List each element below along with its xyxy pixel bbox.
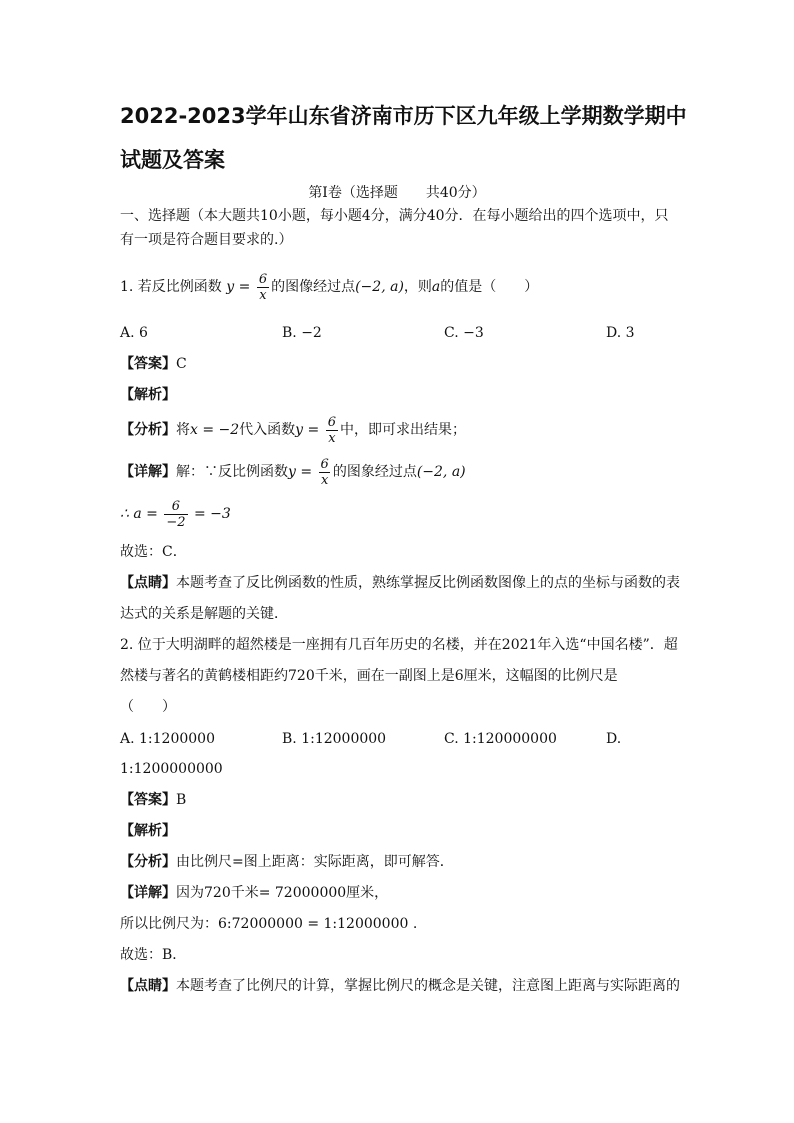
q1-fenxi-post: 中，即可求出结果； bbox=[340, 422, 466, 438]
q1-therefore-den: −2 bbox=[166, 514, 186, 530]
q2-answer-tag: 【答案】 bbox=[120, 792, 176, 808]
q1-option-a: A. 6 bbox=[120, 325, 148, 341]
q1-fenxi-fn: y = bbox=[295, 422, 320, 438]
q2-choose: 故选：B． bbox=[120, 947, 187, 963]
instructions-line1: 一、选择题（本大题共10小题，每小题4分，满分40分．在每小题给出的四个选项中，只 bbox=[120, 208, 669, 224]
q1-dianjing-tag: 【点睛】 bbox=[120, 575, 176, 591]
q2-analysis-tag: 【解析】 bbox=[120, 823, 176, 839]
q1-xiangjie-fraction-num: 6 bbox=[320, 456, 329, 472]
q1-fenxi-fraction-num: 6 bbox=[327, 414, 336, 430]
q1-answer-value: C bbox=[176, 356, 187, 372]
q1-xiangjie-tag: 【详解】 bbox=[120, 464, 176, 480]
q1-xiangjie-pre: 解：∵反比例函数 bbox=[176, 464, 288, 480]
q2-stem-line1: 2. 位于大明湖畔的超然楼是一座拥有几百年历史的名楼，并在2021年入选“中国名楼”．超 bbox=[120, 637, 678, 653]
q1-answer bbox=[120, 355, 187, 373]
q1-fn-lhs: y = bbox=[226, 279, 251, 295]
q1-xiangjie-fraction-den: x bbox=[321, 472, 329, 488]
q1-answer-tag: 【答案】 bbox=[120, 356, 176, 372]
q2-stem-line3: （ ） bbox=[120, 699, 176, 715]
q1-therefore-num: 6 bbox=[171, 498, 181, 514]
q1-therefore-pre: ∴ a = bbox=[120, 506, 158, 522]
q1-fraction bbox=[257, 272, 269, 303]
q2-option-d-value: 1:1200000000 bbox=[120, 761, 223, 777]
doc-title-line1: 2022-2023学年山东省济南市历下区九年级上学期数学期中 bbox=[120, 104, 687, 128]
q2-dianjing-text: 本题考查了比例尺的计算，掌握比例尺的概念是关键，注意图上距离与实际距离的 bbox=[176, 978, 680, 994]
q1-xiangjie-fraction bbox=[319, 457, 331, 488]
q2-xiangjie bbox=[120, 884, 388, 902]
q1-fenxi-sub: x = −2 bbox=[190, 422, 240, 438]
q1-analysis-tag: 【解析】 bbox=[120, 387, 176, 403]
q1-dianjing-line2: 达式的关系是解题的关键． bbox=[120, 606, 288, 622]
q2-fenxi-text: 由比例尺=图上距离：实际距离，即可解答． bbox=[176, 854, 454, 870]
q1-fenxi bbox=[120, 412, 466, 448]
q1-prefix: 1. 若反比例函数 bbox=[120, 279, 222, 295]
q1-xiangjie-mid: 的图象经过点 bbox=[332, 464, 417, 480]
q1-fraction-den: x bbox=[259, 287, 267, 303]
instructions-line2: 有一项是符合题目要求的.） bbox=[120, 232, 293, 248]
q1-fenxi-pre: 将 bbox=[176, 422, 190, 438]
q2-option-d: D. bbox=[606, 731, 622, 747]
q2-option-c: C. 1:120000000 bbox=[444, 731, 557, 747]
q1-dianjing-line1 bbox=[120, 574, 680, 592]
q2-dianjing bbox=[120, 977, 680, 995]
q1-choose: 故选：C． bbox=[120, 544, 187, 560]
q1-option-b: B. −2 bbox=[282, 325, 322, 341]
q1-option-d: D. 3 bbox=[606, 325, 635, 341]
q1-mid2: ，则 bbox=[403, 279, 432, 295]
q1-option-c: C. −3 bbox=[444, 325, 484, 341]
q1-therefore-fraction bbox=[164, 499, 187, 530]
q2-answer bbox=[120, 791, 186, 809]
q2-fenxi-tag: 【分析】 bbox=[120, 854, 176, 870]
q2-stem-line2: 然楼与著名的黄鹤楼相距约720千米，画在一副图上是6厘米，这幅图的比例尺是 bbox=[120, 668, 618, 684]
q2-xiangjie-text: 因为720千米= 72000000厘米， bbox=[176, 885, 389, 901]
q2-option-a: A. 1:1200000 bbox=[120, 731, 215, 747]
q2-scale: 所以比例尺为：6:72000000 = 1:12000000 . bbox=[120, 916, 418, 932]
q1-dianjing-text1: 本题考查了反比例函数的性质，熟练掌握反比例函数图像上的点的坐标与函数的表 bbox=[176, 575, 680, 591]
q1-therefore-post: = −3 bbox=[193, 506, 231, 522]
q2-answer-value: B bbox=[176, 792, 187, 808]
q1-point: (−2, a) bbox=[355, 279, 404, 295]
q2-xiangjie-tag: 【详解】 bbox=[120, 885, 176, 901]
q1-xiangjie-fn: y = bbox=[288, 464, 313, 480]
q1-fenxi-fraction-den: x bbox=[328, 430, 336, 446]
q1-therefore bbox=[120, 496, 231, 532]
q1-xiangjie bbox=[120, 454, 466, 490]
q1-var: a bbox=[431, 279, 441, 295]
q1-suffix: 的值是（ ） bbox=[440, 279, 539, 295]
q1-fenxi-mid: 代入函数 bbox=[239, 422, 296, 438]
section-heading: 第Ⅰ卷（选择题 共40分） bbox=[308, 185, 486, 201]
q2-dianjing-tag: 【点睛】 bbox=[120, 978, 176, 994]
q2-fenxi bbox=[120, 853, 454, 871]
q2-option-b: B. 1:12000000 bbox=[282, 731, 387, 747]
q1-fenxi-tag: 【分析】 bbox=[120, 422, 176, 438]
q1-fraction-num: 6 bbox=[258, 271, 268, 287]
doc-title-line2: 试题及答案 bbox=[120, 148, 225, 172]
q1-xiangjie-point: (−2, a) bbox=[416, 464, 466, 480]
q1-stem bbox=[120, 270, 538, 304]
q1-fenxi-fraction bbox=[326, 415, 338, 446]
q1-mid: 的图像经过点 bbox=[271, 279, 356, 295]
